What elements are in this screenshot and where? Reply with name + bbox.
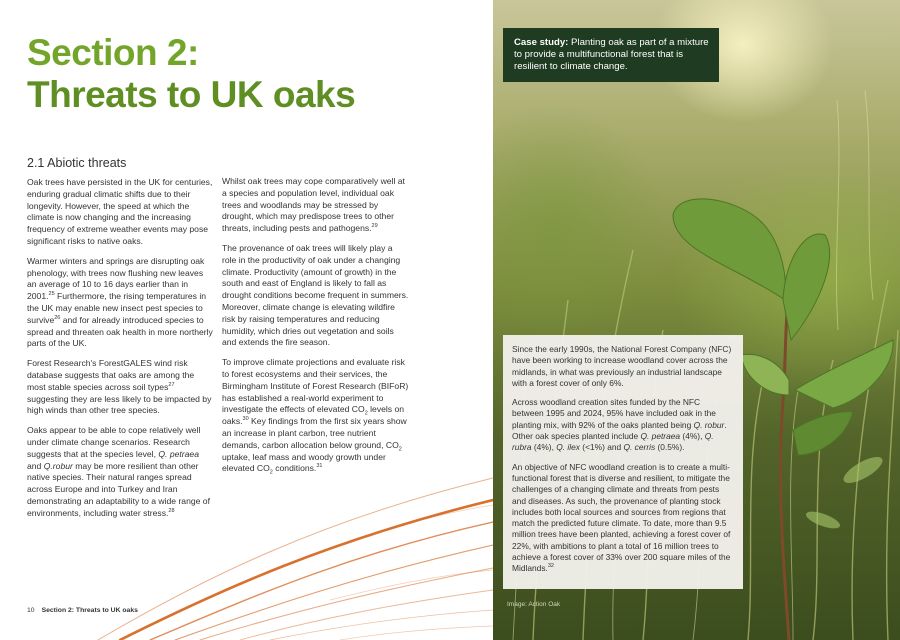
paragraph: Oaks appear to be able to cope relatively well under climate change scenarios. Research suggests that at the species level, Q. petraea and Q.robur may be more resilient than other native species. Their natural ranges spread across Europe and into Turkey and Iran demonstrating an adaptability to a wide range of environments, including water stress.$^{28}$: [27, 425, 210, 518]
footnote-ref: 29: [371, 223, 378, 230]
footnote-ref: 30: [242, 416, 249, 423]
case-study-text: Planting oak as part of a mixture to provide a multifunctional forest that is resilient to climate change.: [514, 37, 709, 72]
case-study-info-box: [503, 335, 743, 589]
section-title: [27, 32, 355, 116]
paragraph: Since the early 1990s, the National Forest Company (NFC) have been working to increase woodland cover across the midlands, in what was previously an industrial landscape with a forest cover of only 6%.: [512, 344, 732, 388]
subheading-abiotic-threats: 2.1 Abiotic threats: [27, 156, 127, 170]
paragraph: Warmer winters and springs are disrupting oak phenology, with trees now flushing new leaves an average of 10 to 16 days earlier than in 2001.25 Furthermore, the rising temperatures in the UK may enable new insect pest species to survive$^{26}$ and for already introduced species to spread and threaten oak health in more northerly parts of the UK.: [27, 255, 213, 349]
footnote-ref: 25: [48, 291, 55, 298]
page-footer: [27, 607, 138, 614]
footnote-ref: 28: [168, 507, 175, 514]
case-study-box: [503, 28, 719, 82]
section-title-line1: Section 2:: [27, 32, 199, 73]
paragraph: An objective of NFC woodland creation is to create a multi-functional forest that is diverse and resilient, to mitigate the challenges of a changing climate and threats from pests and diseases. As such, the provenance of planting stock includes both local sources and sources from regions that match the predicted future climate. To date, more than 9.5 million trees have been planted, achieving a forest cover of 22%, with ambitions to plant a total of 16 million trees to achieve a forest cover of 33% over 200 square miles of the Midlands.$^{32}$: [512, 461, 731, 574]
image-credit: Image: Action Oak: [507, 601, 561, 608]
case-study-label: Case study:: [514, 37, 569, 48]
section-title-line2: Threats to UK oaks: [27, 74, 356, 115]
paragraph: The provenance of oak trees will likely play a role in the productivity of oak under a changing climate. Productivity (amount of growth) in the south and east of England is likely to fall as drought conditions become frequent in summers. Moreover, climate change is elevating wildfire risk by raising temperatures and reducing humidity, which dries out vegetation and soils and extends the fire season.: [222, 242, 409, 348]
text-column-2: [222, 176, 409, 483]
footnote-ref: 32: [547, 563, 554, 570]
paragraph: Oak trees have persisted in the UK for centuries, enduring gradual climatic shifts due to their longevity. However, the speed at which the climate is now changing and the increasing frequency of extreme weather events may pose significant risks to native oaks.: [27, 177, 213, 246]
right-page-photo: [493, 0, 900, 640]
footnote-ref: 27: [168, 381, 175, 388]
text-column-1: [27, 155, 214, 528]
footer-section-title: Section 2: Threats to UK oaks: [41, 607, 138, 614]
paragraph: Whilst oak trees may cope comparatively well at a species and population level, individual oak trees and woodlands may be stressed by drought, which may predispose trees to other threats, including pests and pathogens.$^{29}$: [222, 176, 405, 234]
paragraph: Across woodland creation sites funded by the NFC between 1995 and 2024, 95% have included oak in the planting mix, with 92% of the oaks planted being Q. robur. Other oak species planted include Q. petraea (4%), Q. rubra (4%), Q. ilex (<1%) and Q. cerris (0.5%).: [512, 397, 727, 453]
footnote-ref: 31: [316, 463, 323, 470]
page-number: 10: [27, 607, 35, 614]
paragraph: Forest Research's ForestGALES wind risk database suggests that oaks are among the most stable species across soil types$^{27}$ suggesting they are less likely to be impacted by high winds than other tree species.: [27, 358, 212, 416]
footnote-ref: 26: [54, 314, 61, 321]
paragraph: To improve climate projections and evaluate risk to forest ecosystems and their services, the Birmingham Institute of Forest Research (BIFoR) has established a real-world experiment to investigate the effects of elevated $CO_2$ levels on oaks.$^{30}$ Key findings from the first six years show an increase in plant carbon, tree nutrient demands, carbon allocation below ground, $CO_2$ uptake, leaf mass and woody growth under elevated $CO_2$ conditions.$^{31}$: [222, 357, 409, 477]
